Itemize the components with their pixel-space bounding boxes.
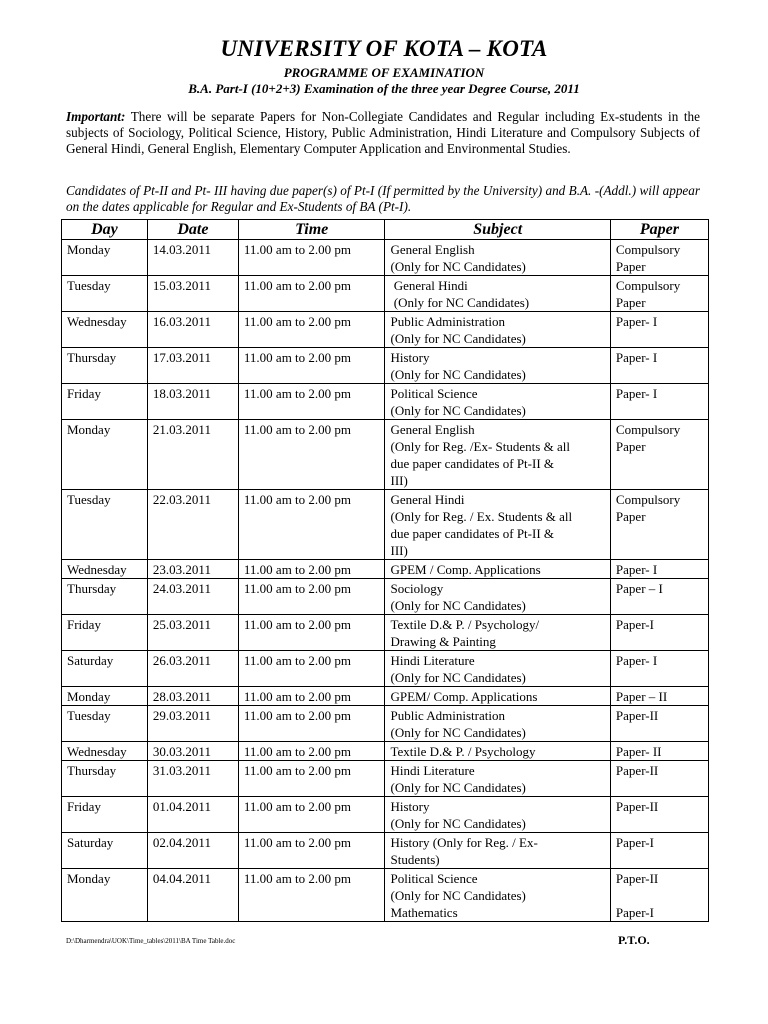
cell-paper bbox=[610, 420, 708, 490]
cell-time: 11.00 am to 2.00 pm bbox=[238, 869, 385, 922]
cell-day: Wednesday bbox=[62, 560, 148, 579]
table-row bbox=[62, 797, 709, 833]
cell-subject-line: (Only for NC Candidates) bbox=[390, 367, 526, 382]
cell-subject-line: III) bbox=[390, 543, 408, 558]
table-row bbox=[62, 490, 709, 560]
table-row bbox=[62, 579, 709, 615]
schedule-body bbox=[62, 240, 709, 922]
cell-date: 25.03.2011 bbox=[147, 615, 238, 651]
table-header-row bbox=[62, 220, 709, 240]
cell-date: 16.03.2011 bbox=[147, 312, 238, 348]
cell-subject bbox=[385, 276, 610, 312]
cell-time: 11.00 am to 2.00 pm bbox=[238, 761, 385, 797]
cell-paper-line: Paper- I bbox=[615, 350, 658, 365]
cell-paper-line: Paper bbox=[615, 439, 646, 454]
important-label: Important: bbox=[66, 109, 126, 124]
table-row bbox=[62, 706, 709, 742]
cell-subject bbox=[385, 312, 610, 348]
cell-paper bbox=[610, 706, 708, 742]
cell-subject bbox=[385, 797, 610, 833]
cell-paper-line: Paper- II bbox=[615, 744, 662, 759]
cell-subject-line: (Only for Reg. /Ex- Students & all bbox=[390, 439, 570, 454]
cell-paper bbox=[610, 687, 708, 706]
cell-subject bbox=[385, 384, 610, 420]
cell-subject-line: Political Science bbox=[390, 871, 478, 886]
cell-subject bbox=[385, 490, 610, 560]
cell-subject bbox=[385, 706, 610, 742]
file-path: D:\Dharmendra\UOK\Time_tables\2011\BA Time Table.doc bbox=[66, 937, 236, 945]
table-row bbox=[62, 420, 709, 490]
table-row bbox=[62, 276, 709, 312]
cell-subject-line: Political Science bbox=[390, 386, 478, 401]
cell-subject bbox=[385, 348, 610, 384]
cell-paper-line: Paper – II bbox=[615, 689, 668, 704]
cell-subject-line: (Only for NC Candidates) bbox=[390, 780, 526, 795]
cell-subject-line: Sociology bbox=[390, 581, 444, 596]
cell-subject-line: (Only for NC Candidates) bbox=[390, 725, 526, 740]
cell-day: Wednesday bbox=[62, 312, 148, 348]
cell-subject bbox=[385, 420, 610, 490]
cell-paper bbox=[610, 490, 708, 560]
cell-subject-line: (Only for NC Candidates) bbox=[390, 598, 526, 613]
cell-paper-line: Compulsory bbox=[615, 242, 681, 257]
cell-paper bbox=[610, 384, 708, 420]
cell-paper-line: Paper- I bbox=[615, 653, 658, 668]
page-title: UNIVERSITY OF KOTA – KOTA bbox=[220, 36, 548, 61]
important-notice bbox=[66, 109, 700, 157]
cell-subject-line: Textile D.& P. / Psychology bbox=[390, 744, 536, 759]
cell-date: 23.03.2011 bbox=[147, 560, 238, 579]
cell-subject bbox=[385, 651, 610, 687]
important-text: There will be separate Papers for Non-Collegiate Candidates and Regular including Ex-students in the subjects of Sociology, Political Science, History, Public Administration, Hindi Literature and Compulsory Subjects of General Hindi, General English, Elementary Computer Application and Environmental Studies. bbox=[66, 109, 700, 156]
cell-date: 29.03.2011 bbox=[147, 706, 238, 742]
cell-time: 11.00 am to 2.00 pm bbox=[238, 687, 385, 706]
cell-paper bbox=[610, 240, 708, 276]
cell-time: 11.00 am to 2.00 pm bbox=[238, 560, 385, 579]
cell-subject-line: General English bbox=[390, 242, 475, 257]
cell-date: 21.03.2011 bbox=[147, 420, 238, 490]
table-row bbox=[62, 687, 709, 706]
table-row bbox=[62, 240, 709, 276]
cell-subject-line: History bbox=[390, 350, 430, 365]
cell-subject-line: (Only for NC Candidates) bbox=[390, 331, 526, 346]
cell-time: 11.00 am to 2.00 pm bbox=[238, 420, 385, 490]
cell-subject-line: Hindi Literature bbox=[390, 653, 475, 668]
cell-day: Saturday bbox=[62, 651, 148, 687]
cell-date: 04.04.2011 bbox=[147, 869, 238, 922]
cell-date: 18.03.2011 bbox=[147, 384, 238, 420]
cell-subject bbox=[385, 761, 610, 797]
cell-paper-line: Paper bbox=[615, 295, 646, 310]
cell-date: 26.03.2011 bbox=[147, 651, 238, 687]
cell-date: 17.03.2011 bbox=[147, 348, 238, 384]
cell-paper bbox=[610, 276, 708, 312]
cell-subject bbox=[385, 687, 610, 706]
pto-label: P.T.O. bbox=[618, 933, 650, 947]
cell-date: 15.03.2011 bbox=[147, 276, 238, 312]
cell-date: 24.03.2011 bbox=[147, 579, 238, 615]
cell-time: 11.00 am to 2.00 pm bbox=[238, 240, 385, 276]
cell-subject-line: Mathematics bbox=[390, 905, 458, 920]
cell-subject-line: Drawing & Painting bbox=[390, 634, 496, 649]
cell-date: 02.04.2011 bbox=[147, 833, 238, 869]
cell-day: Thursday bbox=[62, 579, 148, 615]
cell-paper-line: Compulsory bbox=[615, 278, 681, 293]
cell-day: Tuesday bbox=[62, 276, 148, 312]
cell-subject-line: due paper candidates of Pt-II & bbox=[390, 526, 555, 541]
cell-day: Saturday bbox=[62, 833, 148, 869]
header-subject: Subject bbox=[385, 220, 610, 240]
cell-time: 11.00 am to 2.00 pm bbox=[238, 348, 385, 384]
cell-time: 11.00 am to 2.00 pm bbox=[238, 615, 385, 651]
cell-subject bbox=[385, 833, 610, 869]
cell-day: Tuesday bbox=[62, 706, 148, 742]
cell-subject-line: (Only for NC Candidates) bbox=[390, 295, 530, 310]
header-date: Date bbox=[147, 220, 238, 240]
cell-paper bbox=[610, 312, 708, 348]
table-row bbox=[62, 348, 709, 384]
cell-paper bbox=[610, 797, 708, 833]
table-row bbox=[62, 312, 709, 348]
cell-paper-line: Paper-I bbox=[615, 905, 654, 920]
cell-paper-line: Paper-II bbox=[615, 708, 659, 723]
cell-subject bbox=[385, 742, 610, 761]
header-time: Time bbox=[238, 220, 385, 240]
cell-paper bbox=[610, 869, 708, 922]
cell-subject-line: (Only for NC Candidates) bbox=[390, 888, 526, 903]
cell-subject-line: General Hindi bbox=[390, 278, 468, 293]
cell-day: Tuesday bbox=[62, 490, 148, 560]
cell-paper-line bbox=[616, 887, 703, 904]
page-subtitle: PROGRAMME OF EXAMINATION bbox=[283, 65, 485, 80]
cell-paper-line: Paper-I bbox=[615, 835, 654, 850]
cell-day: Friday bbox=[62, 384, 148, 420]
table-row bbox=[62, 833, 709, 869]
cell-time: 11.00 am to 2.00 pm bbox=[238, 384, 385, 420]
cell-subject-line: Hindi Literature bbox=[390, 763, 475, 778]
cell-subject-line: (Only for NC Candidates) bbox=[390, 670, 526, 685]
cell-date: 22.03.2011 bbox=[147, 490, 238, 560]
cell-subject-line: (Only for NC Candidates) bbox=[390, 259, 526, 274]
cell-subject-line: III) bbox=[390, 473, 408, 488]
cell-subject-line: History bbox=[390, 799, 430, 814]
cell-day: Monday bbox=[62, 420, 148, 490]
cell-paper-line: Paper-I bbox=[615, 617, 654, 632]
table-row bbox=[62, 761, 709, 797]
cell-paper-line: Paper-II bbox=[615, 799, 659, 814]
cell-paper-line: Paper – I bbox=[615, 581, 663, 596]
course-title: B.A. Part-I (10+2+3) Examination of the three year Degree Course, 2011 bbox=[188, 81, 580, 96]
cell-paper bbox=[610, 761, 708, 797]
cell-paper-line: Paper bbox=[615, 509, 646, 524]
header-day: Day bbox=[62, 220, 148, 240]
cell-time: 11.00 am to 2.00 pm bbox=[238, 797, 385, 833]
cell-subject bbox=[385, 240, 610, 276]
cell-paper bbox=[610, 742, 708, 761]
cell-time: 11.00 am to 2.00 pm bbox=[238, 706, 385, 742]
schedule-table bbox=[61, 219, 709, 922]
table-row bbox=[62, 615, 709, 651]
cell-paper bbox=[610, 651, 708, 687]
cell-day: Monday bbox=[62, 240, 148, 276]
cell-paper bbox=[610, 833, 708, 869]
cell-time: 11.00 am to 2.00 pm bbox=[238, 312, 385, 348]
cell-day: Monday bbox=[62, 687, 148, 706]
cell-paper-line: Paper- I bbox=[615, 562, 658, 577]
cell-subject-line: Public Administration bbox=[390, 314, 505, 329]
cell-paper-line: Paper-II bbox=[615, 871, 659, 886]
cell-time: 11.00 am to 2.00 pm bbox=[238, 742, 385, 761]
cell-subject-line: General English bbox=[390, 422, 475, 437]
table-row bbox=[62, 742, 709, 761]
cell-day: Wednesday bbox=[62, 742, 148, 761]
cell-paper-line: Paper- I bbox=[615, 314, 658, 329]
cell-subject-line: (Only for NC Candidates) bbox=[390, 403, 526, 418]
cell-paper bbox=[610, 615, 708, 651]
cell-time: 11.00 am to 2.00 pm bbox=[238, 579, 385, 615]
table-row bbox=[62, 384, 709, 420]
header-paper: Paper bbox=[610, 220, 708, 240]
due-paper-note: Candidates of Pt-II and Pt- III having due paper(s) of Pt-I (If permitted by the University) and B.A. -(Addl.) will appear on the dates applicable for Regular and Ex-Students of BA (Pt-I). bbox=[66, 183, 700, 214]
cell-subject bbox=[385, 560, 610, 579]
cell-subject-line: GPEM/ Comp. Applications bbox=[390, 689, 538, 704]
cell-subject bbox=[385, 869, 610, 922]
cell-date: 01.04.2011 bbox=[147, 797, 238, 833]
cell-date: 14.03.2011 bbox=[147, 240, 238, 276]
cell-day: Friday bbox=[62, 615, 148, 651]
cell-subject-line: General Hindi bbox=[390, 492, 465, 507]
cell-time: 11.00 am to 2.00 pm bbox=[238, 490, 385, 560]
cell-time: 11.00 am to 2.00 pm bbox=[238, 276, 385, 312]
cell-date: 31.03.2011 bbox=[147, 761, 238, 797]
cell-subject bbox=[385, 579, 610, 615]
cell-paper-line: Compulsory bbox=[615, 422, 681, 437]
cell-subject-line: (Only for NC Candidates) bbox=[390, 816, 526, 831]
cell-paper-line: Compulsory bbox=[615, 492, 681, 507]
cell-day: Thursday bbox=[62, 348, 148, 384]
cell-subject bbox=[385, 615, 610, 651]
cell-paper-line: Paper- I bbox=[615, 386, 658, 401]
cell-subject-line: GPEM / Comp. Applications bbox=[390, 562, 541, 577]
cell-paper bbox=[610, 560, 708, 579]
table-row bbox=[62, 869, 709, 922]
cell-subject-line: Public Administration bbox=[390, 708, 505, 723]
cell-day: Monday bbox=[62, 869, 148, 922]
cell-paper bbox=[610, 348, 708, 384]
cell-time: 11.00 am to 2.00 pm bbox=[238, 651, 385, 687]
cell-paper-line: Paper bbox=[615, 259, 646, 274]
cell-subject-line: Textile D.& P. / Psychology/ bbox=[390, 617, 540, 632]
cell-day: Friday bbox=[62, 797, 148, 833]
cell-day: Thursday bbox=[62, 761, 148, 797]
cell-time: 11.00 am to 2.00 pm bbox=[238, 833, 385, 869]
cell-date: 28.03.2011 bbox=[147, 687, 238, 706]
table-row bbox=[62, 651, 709, 687]
cell-subject-line: History (Only for Reg. / Ex- bbox=[390, 835, 538, 850]
cell-paper bbox=[610, 579, 708, 615]
cell-paper-line: Paper-II bbox=[615, 763, 659, 778]
cell-subject-line: due paper candidates of Pt-II & bbox=[390, 456, 555, 471]
table-row bbox=[62, 560, 709, 579]
cell-subject-line: Students) bbox=[390, 852, 440, 867]
cell-date: 30.03.2011 bbox=[147, 742, 238, 761]
cell-subject-line: (Only for Reg. / Ex. Students & all bbox=[390, 509, 573, 524]
